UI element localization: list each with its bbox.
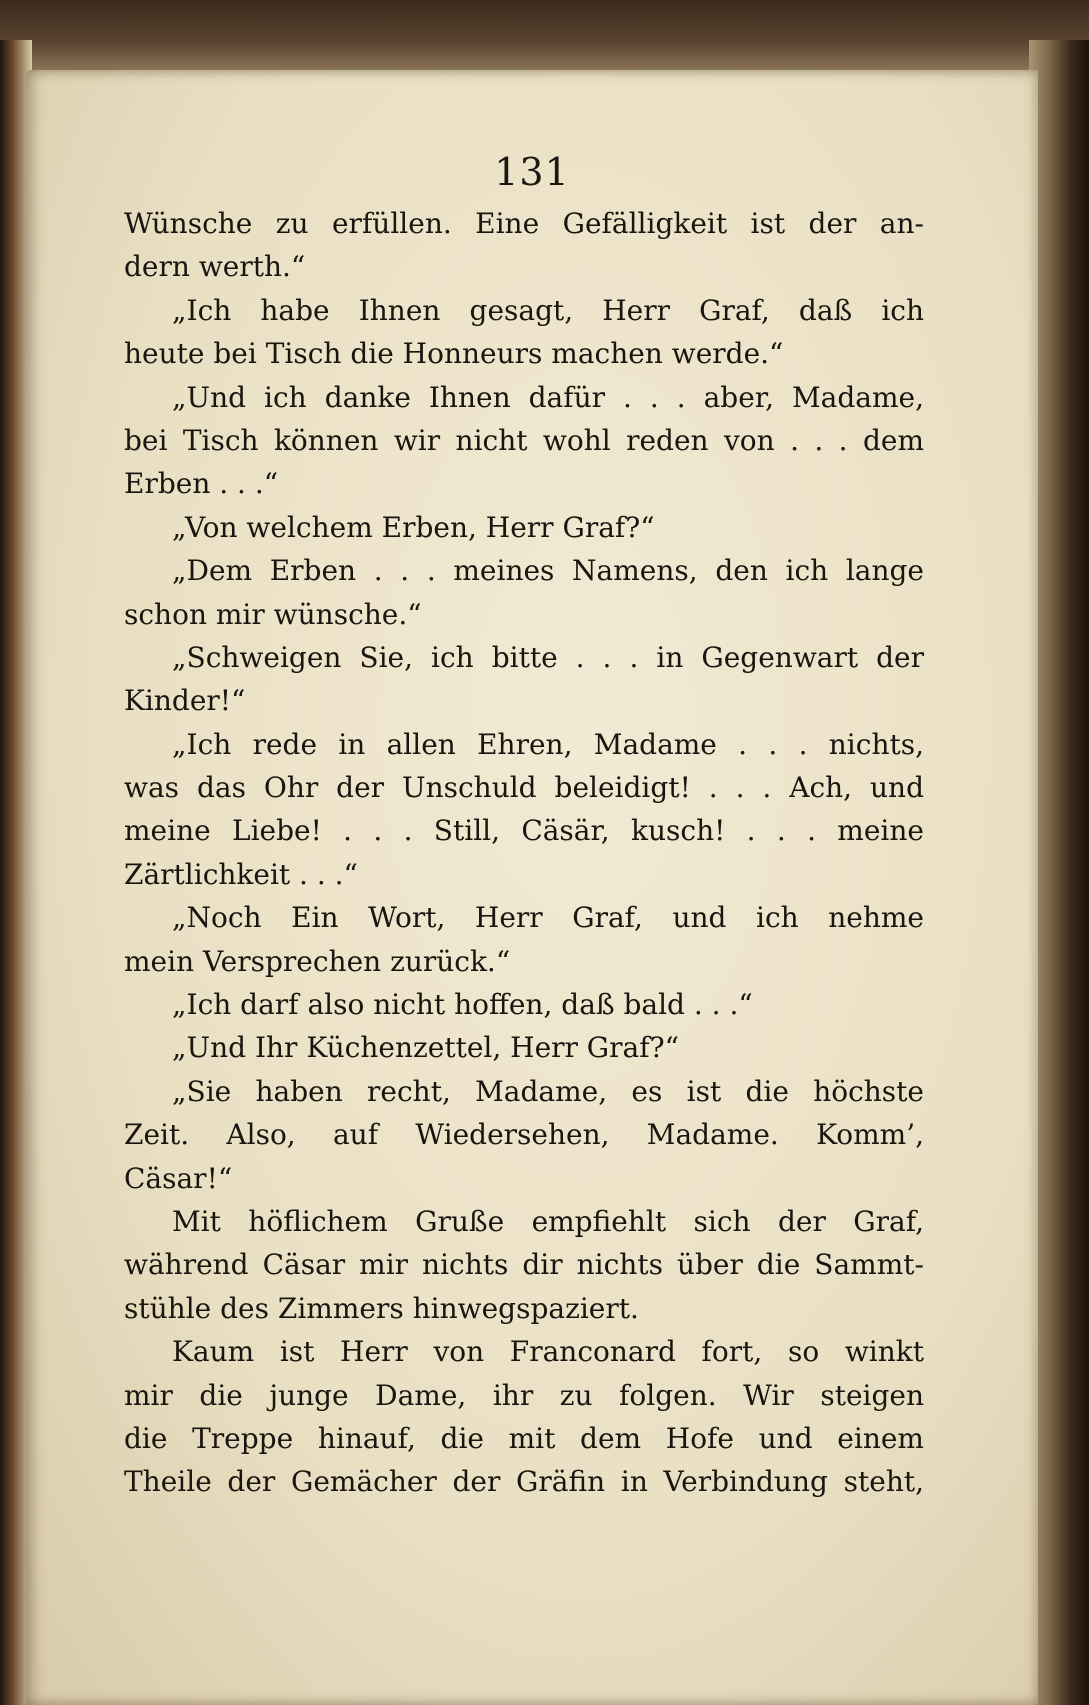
text-line: „Noch Ein Wort, Herr Graf, und ich nehme xyxy=(172,901,924,935)
page-number: 131 xyxy=(494,150,570,194)
text-line: Kinder!“ xyxy=(124,684,246,718)
text-line: bei Tisch können wir nicht wohl reden von . . . dem xyxy=(124,423,924,457)
text-line: die Treppe hinauf, die mit dem Hofe und einem xyxy=(124,1421,924,1455)
book-top-edge xyxy=(0,0,1089,70)
book-fore-edge xyxy=(1029,40,1089,1705)
text-line: „Von welchem Erben, Herr Graf?“ xyxy=(172,510,655,544)
text-line: „Ich rede in allen Ehren, Madame . . . nichts, xyxy=(172,727,924,761)
text-line: Zärtlichkeit . . .“ xyxy=(124,857,358,891)
text-line: Erben . . .“ xyxy=(124,467,279,501)
text-line: mein Versprechen zurück.“ xyxy=(124,944,511,978)
text-line: meine Liebe! . . . Still, Cäsär, kusch! . . . meine xyxy=(124,814,924,848)
text-line: Wünsche zu erfüllen. Eine Gefälligkeit ist der an- xyxy=(124,207,924,240)
text-line: „Sie haben recht, Madame, es ist die höchste xyxy=(172,1074,924,1108)
text-line: schon mir wünsche.“ xyxy=(124,597,422,631)
text-line: „Dem Erben . . . meines Namens, den ich lange xyxy=(172,554,924,588)
text-line: heute bei Tisch die Honneurs machen werde.“ xyxy=(124,337,784,371)
book-page xyxy=(26,70,1038,1705)
text-line: Mit höflichem Gruße empfiehlt sich der Graf, xyxy=(172,1204,924,1238)
text-line: „Ich habe Ihnen gesagt, Herr Graf, daß ich xyxy=(172,293,924,327)
text-line: „Schweigen Sie, ich bitte . . . in Gegenwart der xyxy=(172,640,924,674)
text-line: Kaum ist Herr von Franconard fort, so winkt xyxy=(172,1335,924,1369)
text-line: Theile der Gemächer der Gräfin in Verbindung steht, xyxy=(124,1465,924,1499)
text-line: Zeit. Also, auf Wiedersehen, Madame. Komm’, xyxy=(124,1118,924,1152)
text-line: dern werth.“ xyxy=(124,250,306,284)
page-text xyxy=(124,202,924,1504)
text-line: mir die junge Dame, ihr zu folgen. Wir steigen xyxy=(124,1378,924,1412)
text-line: „Ich darf also nicht hoffen, daß bald . . .“ xyxy=(172,988,753,1022)
text-line: stühle des Zimmers hinwegspaziert. xyxy=(124,1291,639,1325)
text-line: Cäsar!“ xyxy=(124,1161,233,1195)
text-line: während Cäsar mir nichts dir nichts über die Sammt- xyxy=(124,1248,924,1282)
text-line: „Und Ihr Küchenzettel, Herr Graf?“ xyxy=(172,1031,679,1065)
text-line: was das Ohr der Unschuld beleidigt! . . . Ach, und xyxy=(124,771,924,805)
text-line: „Und ich danke Ihnen dafür . . . aber, Madame, xyxy=(172,380,924,414)
